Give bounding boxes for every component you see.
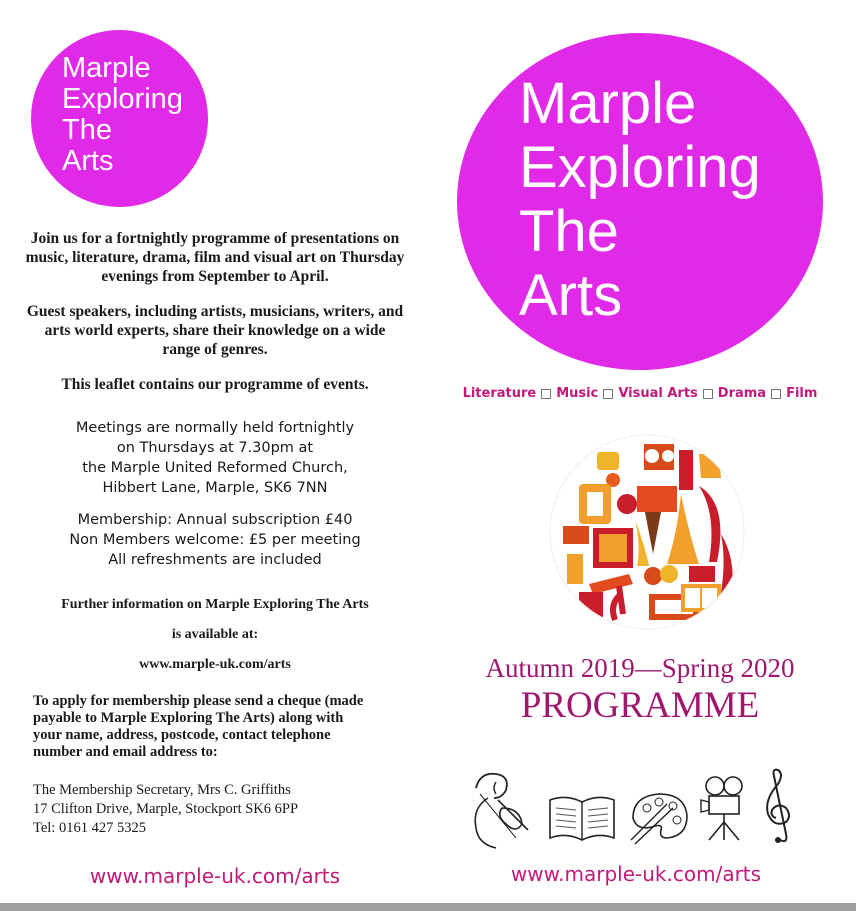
meetings-line-3: the Marple United Reformed Church, <box>82 460 348 476</box>
intro-2-text: Guest speakers, including artists, musicians, writers, and arts world experts, share their knowledge on a wide range of genres. <box>26 303 404 358</box>
categories-line <box>440 386 840 401</box>
further-info-1: Further information on Marple Exploring The Arts <box>61 597 369 612</box>
intro-3-text: This leaflet contains our programme of events. <box>61 376 369 393</box>
film-camera-sketch-icon <box>697 774 751 842</box>
right-logo-text <box>519 72 761 328</box>
apply-line-2: payable to Marple Exploring The Arts) along with <box>33 710 344 726</box>
category-literature: Literature <box>462 386 537 401</box>
left-logo-line-4: Arts <box>62 145 114 177</box>
right-logo-line-4: Arts <box>519 263 623 328</box>
arts-collage-icon <box>549 434 745 630</box>
left-logo-line-1: Marple <box>62 52 151 84</box>
address-line-3: Tel: 0161 427 5325 <box>33 820 146 836</box>
right-footer-url[interactable]: www.marple-uk.com/arts <box>510 862 762 886</box>
square-separator-icon <box>703 389 713 399</box>
treble-clef-sketch-icon <box>760 766 796 846</box>
further-info-url[interactable]: www.marple-uk.com/arts <box>139 657 291 672</box>
bottom-bar <box>0 903 856 911</box>
category-visual-arts: Visual Arts <box>618 386 698 401</box>
apply-line-3: your name, address, postcode, contact telephone <box>33 727 331 743</box>
programme-title: PROGRAMME <box>520 685 760 726</box>
category-music: Music <box>556 386 599 401</box>
left-logo-line-2: Exploring <box>62 83 183 115</box>
membership-line-3: All refreshments are included <box>108 552 322 568</box>
square-separator-icon <box>603 389 613 399</box>
apply-line-1: To apply for membership please send a cheque (made <box>33 693 364 709</box>
intro-paragraph-1 <box>25 229 405 286</box>
meetings-line-1: Meetings are normally held fortnightly <box>75 420 355 436</box>
left-logo-line-3: The <box>62 114 112 146</box>
meetings-line-2: on Thursdays at 7.30pm at <box>116 440 314 456</box>
apply-block <box>33 693 413 761</box>
intro-paragraph-3 <box>25 375 405 394</box>
address-line-2: 17 Clifton Drive, Marple, Stockport SK6 6PP <box>33 801 299 817</box>
apply-line-4: number and email address to: <box>33 744 218 760</box>
violinist-sketch-icon <box>466 768 532 850</box>
season-title: Autumn 2019—Spring 2020 <box>485 653 795 683</box>
open-book-sketch-icon <box>546 792 618 846</box>
membership-block <box>20 510 410 570</box>
meetings-line-4: Hibbert Lane, Marple, SK6 7NN <box>102 480 328 496</box>
palette-sketch-icon <box>627 786 691 846</box>
square-separator-icon <box>541 389 551 399</box>
further-info-2: is available at: <box>171 627 259 642</box>
right-logo-line-2: Exploring <box>519 135 761 200</box>
right-logo-line-1: Marple <box>519 71 697 136</box>
square-separator-icon <box>771 389 781 399</box>
right-logo-line-3: The <box>519 199 619 264</box>
left-logo-text <box>62 53 183 177</box>
category-film: Film <box>786 386 818 401</box>
left-footer-url[interactable]: www.marple-uk.com/arts <box>89 864 341 888</box>
membership-line-2: Non Members welcome: £5 per meeting <box>69 532 361 548</box>
meetings-block <box>20 418 410 498</box>
intro-paragraph-2 <box>25 302 405 359</box>
category-drama: Drama <box>717 386 767 401</box>
intro-1-text: Join us for a fortnightly programme of presentations on music, literature, drama, film and visual art on Thursday evenings from September to April. <box>25 230 405 285</box>
address-block <box>33 781 413 838</box>
address-line-1: The Membership Secretary, Mrs C. Griffiths <box>33 782 291 798</box>
membership-line-1: Membership: Annual subscription £40 <box>77 512 353 528</box>
